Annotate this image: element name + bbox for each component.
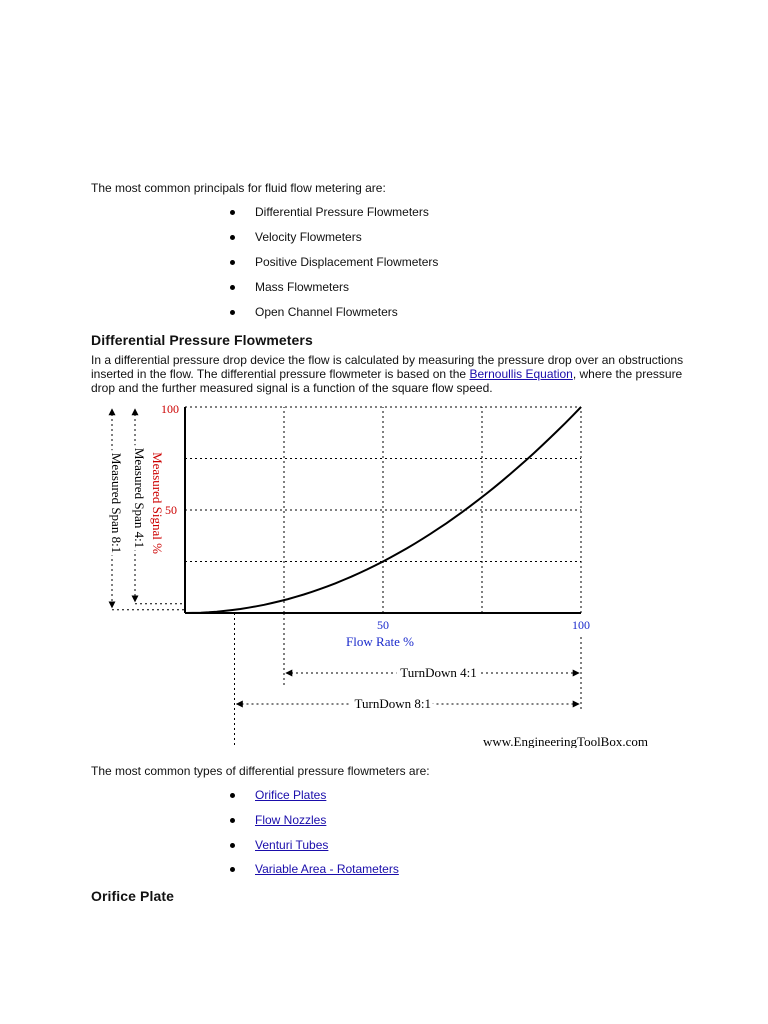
x-tick-label: 50: [377, 618, 389, 632]
flow-nozzles-link[interactable]: Flow Nozzles: [255, 813, 327, 827]
turndown-8-1-annotation: [237, 696, 580, 711]
dp-paragraph: In a differential pressure drop device the flow is calculated by measuring the pressure drop over an obstructions inserted in the flow. The differential pressure flowmeter is based on the Bernoullis Equation, where the pressure drop and the further measured signal is a function of the square flow speed.: [91, 353, 684, 395]
y-tick-label: 50: [165, 503, 177, 517]
watermark-text: www.EngineeringToolBox.com: [482, 734, 648, 748]
x-axis-label: Flow Rate %: [346, 634, 414, 649]
turndown-4-1-label: TurnDown 4:1: [400, 665, 477, 680]
bullet-icon: [230, 235, 235, 240]
venturi-tubes-link[interactable]: Venturi Tubes: [255, 838, 329, 852]
turndown-8-1-label: TurnDown 8:1: [354, 696, 431, 711]
bullet-icon: [230, 210, 235, 215]
measured-span-8-1-annotation: [109, 409, 124, 608]
types-intro-text: The most common types of differential pressure flowmeters are:: [91, 764, 430, 778]
section-heading-dp: Differential Pressure Flowmeters: [91, 332, 313, 348]
intro-text: The most common principals for fluid flow metering are:: [91, 181, 386, 195]
bullet-icon: [230, 793, 235, 798]
flow-signal-chart: [95, 398, 665, 748]
chart-grid: [185, 407, 581, 613]
turndown-4-1-annotation: [286, 665, 579, 680]
x-tick-label: 100: [572, 618, 590, 632]
bullet-icon: [230, 310, 235, 315]
section-heading-orifice: Orifice Plate: [91, 888, 175, 904]
bullet-icon: [230, 285, 235, 290]
bernoulli-link[interactable]: Bernoullis Equation: [469, 367, 573, 381]
measured-span-4-1-annotation: [132, 409, 147, 602]
bullet-icon: [230, 867, 235, 872]
orifice-plates-link[interactable]: Orifice Plates: [255, 788, 327, 802]
bullet-icon: [230, 818, 235, 823]
rotameters-link[interactable]: Variable Area - Rotameters: [255, 862, 399, 876]
measured-span-8-1-label: Measured Span 8:1: [109, 452, 124, 554]
measured-span-4-1-label: Measured Span 4:1: [132, 447, 147, 549]
y-axis-label: Measured Signal %: [150, 452, 165, 554]
bullet-icon: [230, 260, 235, 265]
bullet-icon: [230, 843, 235, 848]
y-tick-label: 100: [161, 402, 179, 416]
